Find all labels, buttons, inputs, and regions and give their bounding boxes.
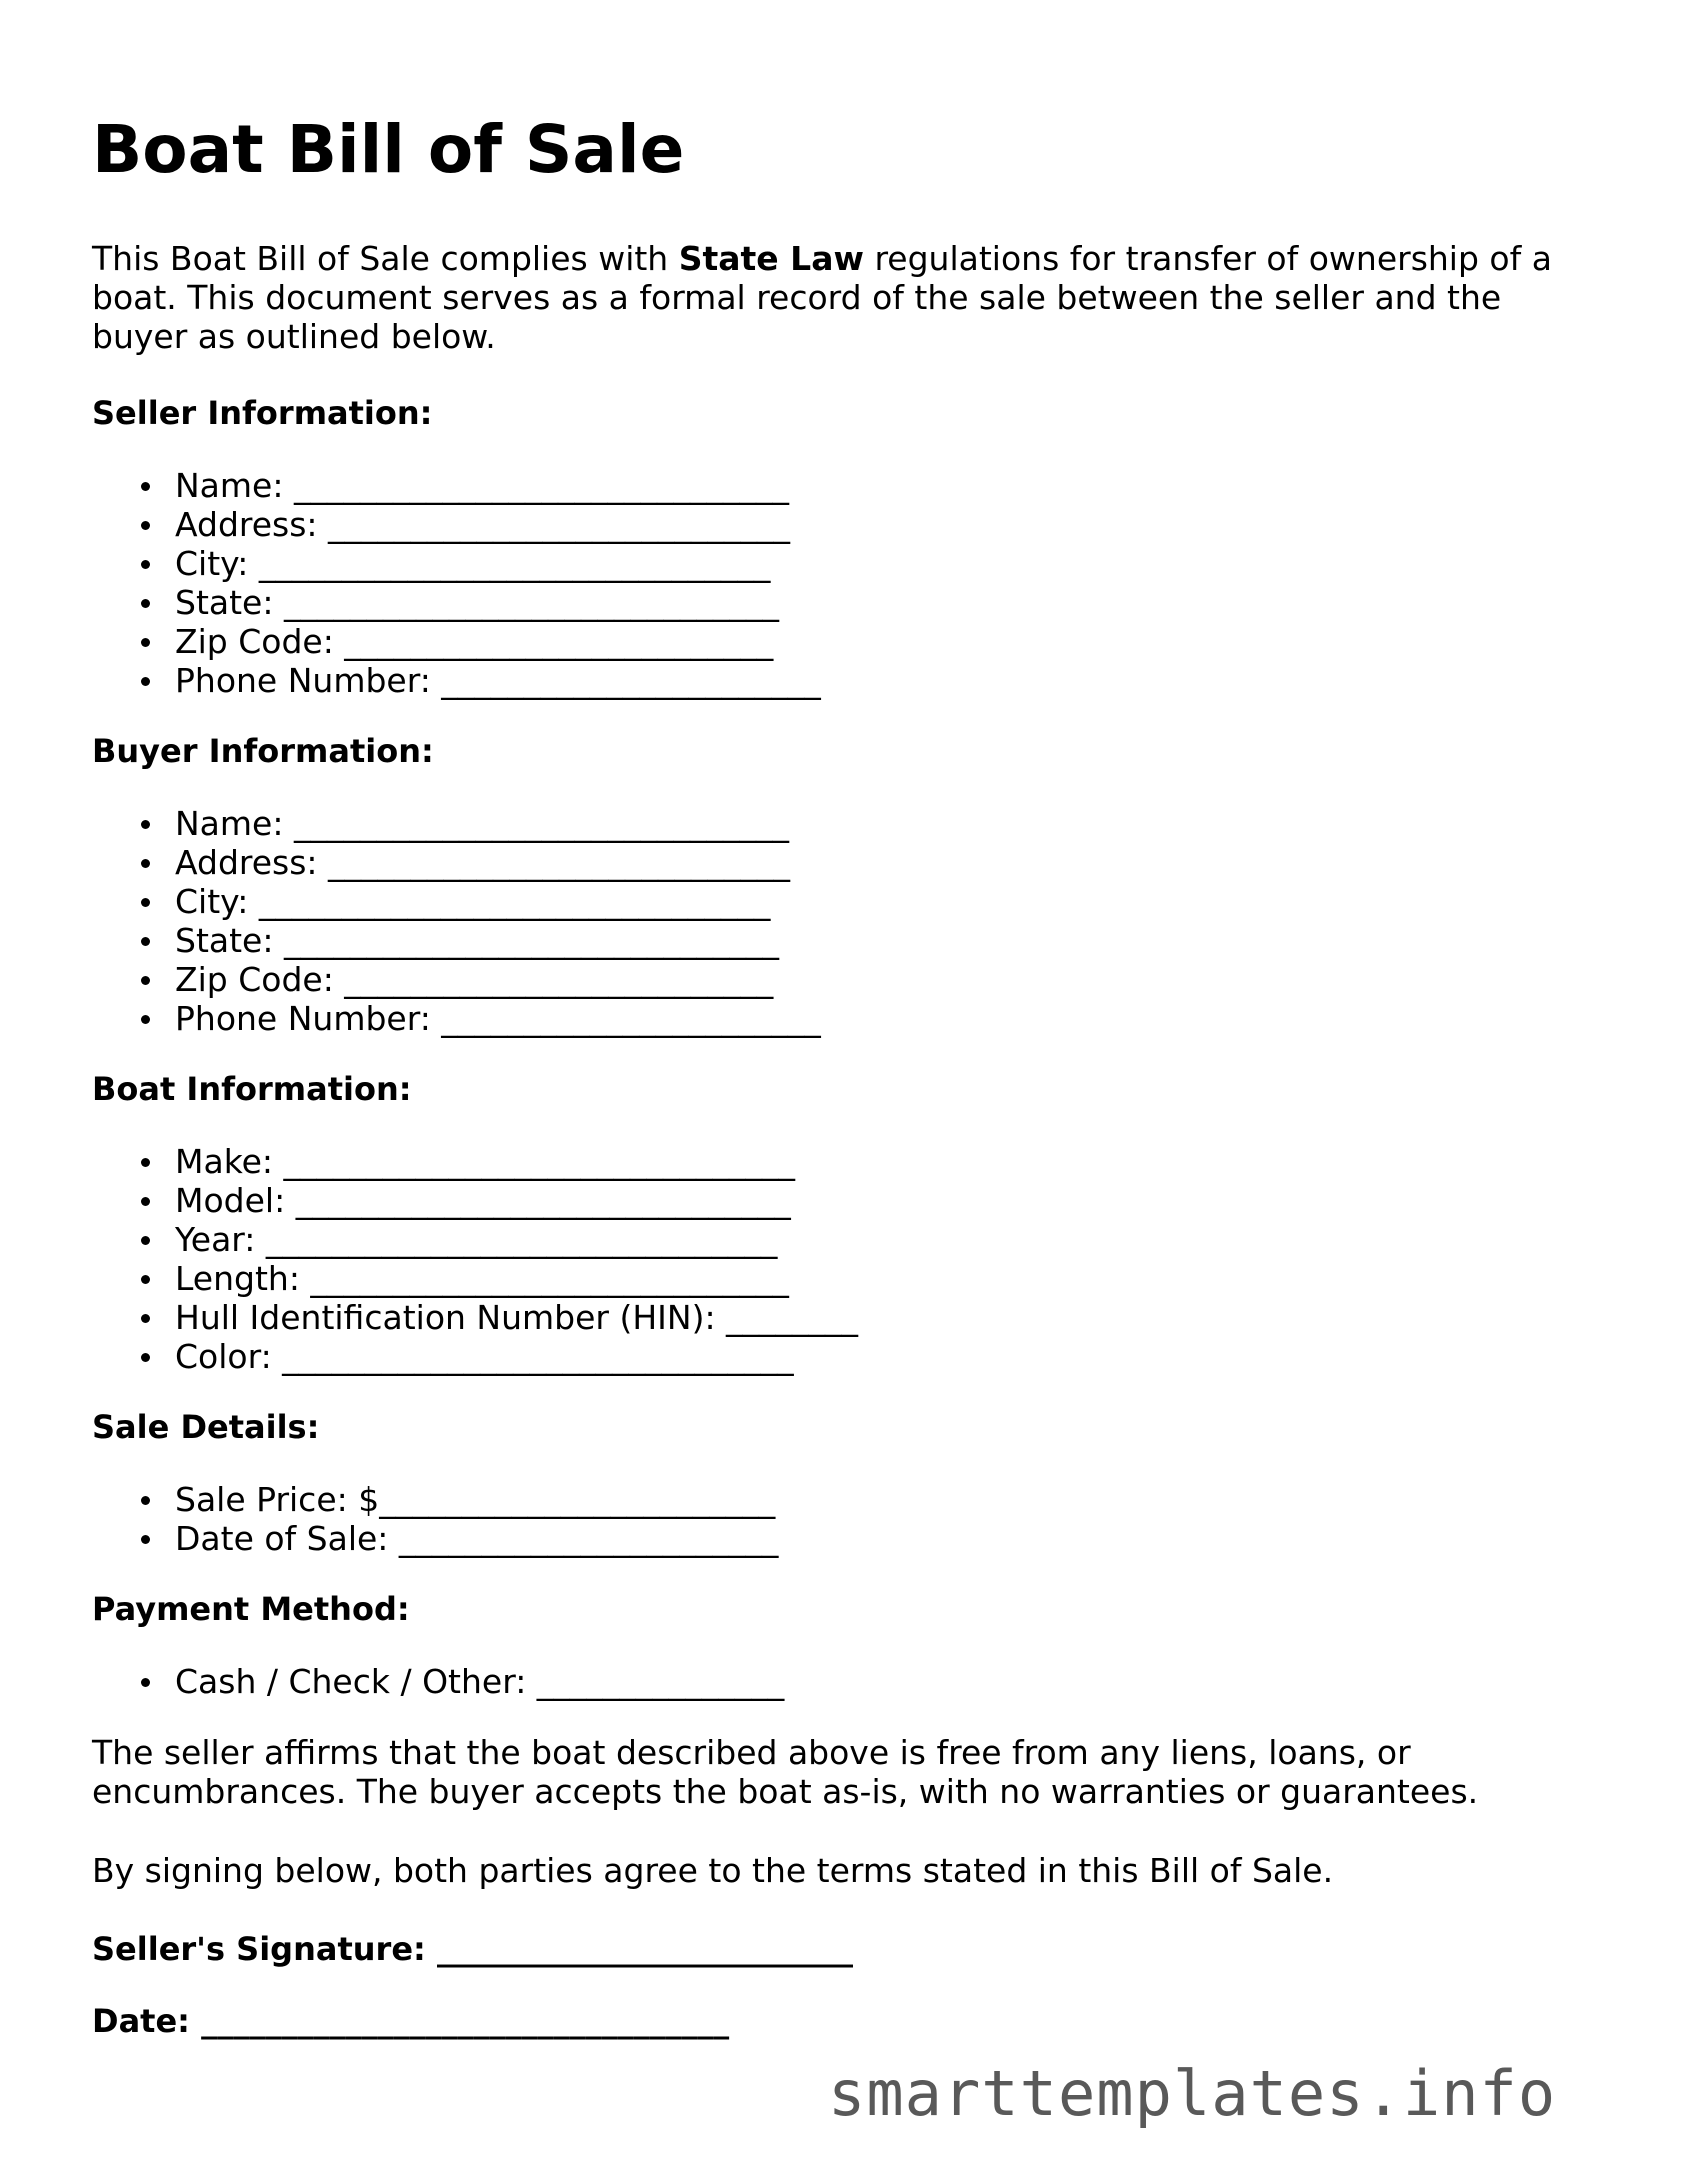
payment-method-list	[92, 1662, 1592, 1701]
date-of-sale-field[interactable]: Date of Sale: _______________________	[175, 1519, 1592, 1558]
intro-text-end: regulations for transfer of ownership of a boat. This document serves as a formal record of the sale between the seller and the buyer as outlined below.	[92, 239, 1552, 357]
seller-signature-line[interactable]: Seller's Signature: __________________________	[92, 1930, 853, 1969]
seller-state-field[interactable]: State: ______________________________	[175, 583, 1592, 622]
buyer-phone-number-field[interactable]: Phone Number: _______________________	[175, 999, 1592, 1038]
buyer-information-heading: Buyer Information:	[92, 732, 434, 771]
boat-year-field[interactable]: Year: _______________________________	[175, 1220, 1592, 1259]
buyer-state-field[interactable]: State: ______________________________	[175, 921, 1592, 960]
buyer-address-field[interactable]: Address: ____________________________	[175, 843, 1592, 882]
seller-information-heading: Seller Information:	[92, 394, 433, 433]
affirmation-paragraph: The seller affirms that the boat described above is free from any liens, loans, or encumbrances. The buyer accepts the boat as-is, with no warranties or guarantees.	[92, 1733, 1479, 1812]
signature-date-line[interactable]: Date: _________________________________	[92, 2002, 730, 2041]
boat-make-field[interactable]: Make: _______________________________	[175, 1142, 1592, 1181]
seller-zip-code-field[interactable]: Zip Code: __________________________	[175, 622, 1592, 661]
intro-state-law: State Law	[678, 239, 864, 279]
payment-method-field[interactable]: Cash / Check / Other: _______________	[175, 1662, 1592, 1701]
agreement-paragraph: By signing below, both parties agree to the terms stated in this Bill of Sale.	[92, 1851, 1334, 1891]
watermark-text: smarttemplates.info	[828, 2057, 1557, 2130]
seller-phone-number-field[interactable]: Phone Number: _______________________	[175, 661, 1592, 700]
intro-paragraph	[92, 239, 1592, 356]
seller-address-field[interactable]: Address: ____________________________	[175, 505, 1592, 544]
buyer-city-field[interactable]: City: _______________________________	[175, 882, 1592, 921]
sale-price-field[interactable]: Sale Price: $________________________	[175, 1480, 1592, 1519]
sale-details-list	[92, 1480, 1592, 1558]
seller-city-field[interactable]: City: _______________________________	[175, 544, 1592, 583]
buyer-information-list	[92, 804, 1592, 1038]
payment-method-heading: Payment Method:	[92, 1590, 410, 1629]
document-page	[92, 110, 1592, 2074]
boat-color-field[interactable]: Color: _______________________________	[175, 1337, 1592, 1376]
buyer-zip-code-field[interactable]: Zip Code: __________________________	[175, 960, 1592, 999]
seller-name-field[interactable]: Name: ______________________________	[175, 466, 1592, 505]
sale-details-heading: Sale Details:	[92, 1408, 320, 1447]
boat-information-heading: Boat Information:	[92, 1070, 412, 1109]
boat-hin-field[interactable]: Hull Identification Number (HIN): ________	[175, 1298, 1592, 1337]
document-title: Boat Bill of Sale	[92, 111, 685, 188]
boat-length-field[interactable]: Length: _____________________________	[175, 1259, 1592, 1298]
boat-model-field[interactable]: Model: ______________________________	[175, 1181, 1592, 1220]
boat-information-list	[92, 1142, 1592, 1376]
buyer-name-field[interactable]: Name: ______________________________	[175, 804, 1592, 843]
seller-information-list	[92, 466, 1592, 700]
intro-text-start: This Boat Bill of Sale complies with	[92, 239, 679, 279]
